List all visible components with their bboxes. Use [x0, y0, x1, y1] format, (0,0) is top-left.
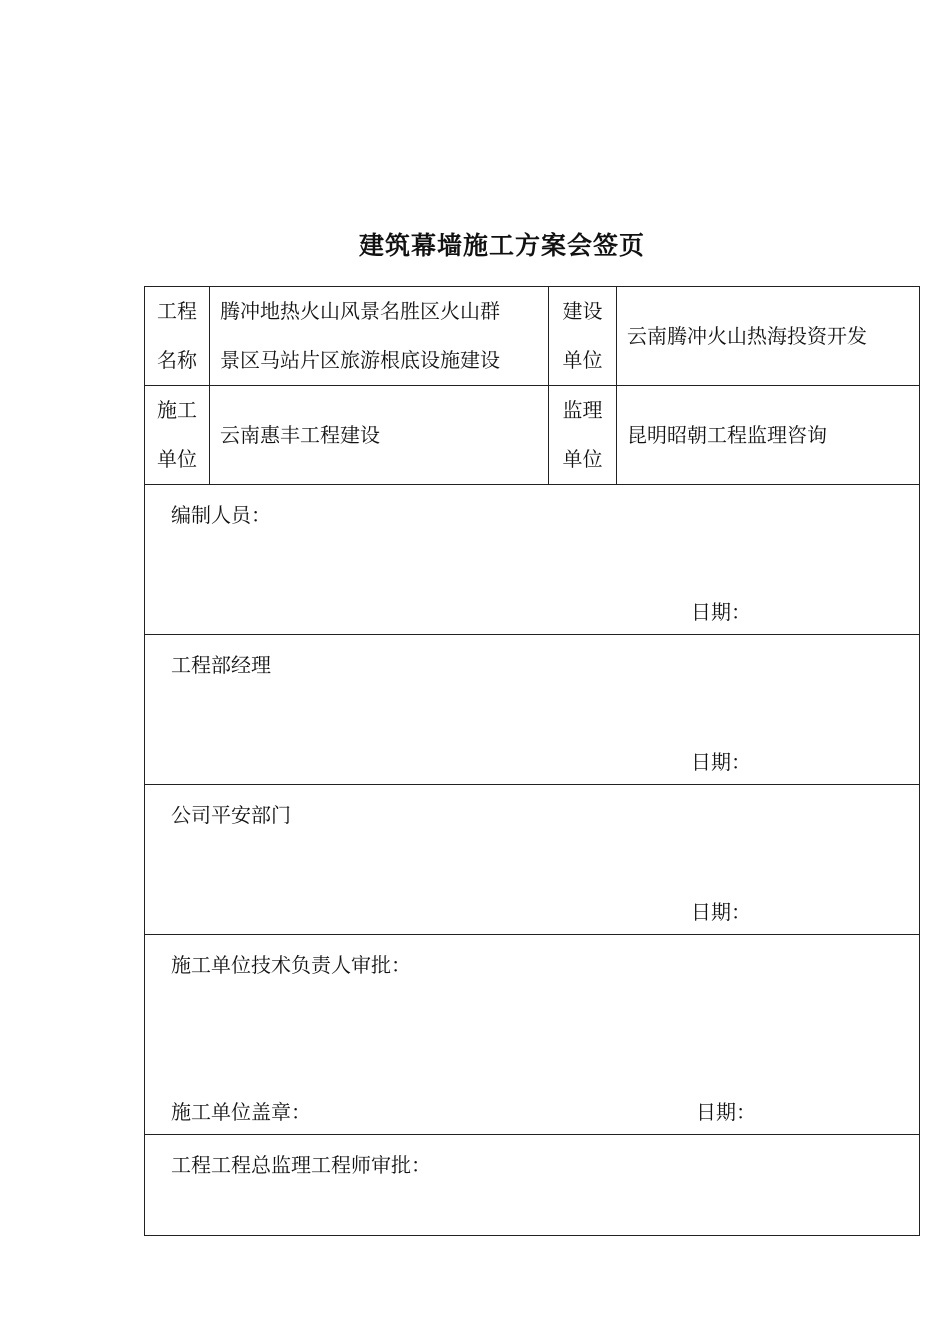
contractor-row: [145, 386, 920, 485]
project-name-value: 腾冲地热火山风景名胜区火山群 景区马站片区旅游根底设施建设: [210, 287, 549, 386]
compiler-date-label: 日期：: [691, 600, 751, 624]
signoff-table: [144, 286, 920, 1236]
tech-lead-section: [145, 935, 920, 1135]
supervisor-label: 监理 单位: [549, 386, 617, 485]
compiler-label: 编制人员：: [171, 503, 271, 527]
page-title: 建筑幕墙施工方案会签页: [358, 231, 645, 260]
safety-dept-date-label: 日期：: [691, 900, 751, 924]
compiler-section: [145, 485, 920, 635]
owner-value: 云南腾冲火山热海投资开发: [617, 287, 920, 386]
owner-label: 建设 单位: [549, 287, 617, 386]
project-manager-date-label: 日期：: [691, 750, 751, 774]
contractor-label: 施工 单位: [145, 386, 210, 485]
project-name-label: 工程 名称: [145, 287, 210, 386]
project-row: [145, 287, 920, 386]
supervisor-value: 昆明昭朝工程监理咨询: [617, 386, 920, 485]
chief-supervisor-label: 工程工程总监理工程师审批：: [171, 1153, 431, 1177]
safety-dept-section: [145, 785, 920, 935]
project-manager-label: 工程部经理: [171, 653, 271, 677]
chief-supervisor-section: [145, 1135, 920, 1236]
tech-lead-date-label: 日期：: [696, 1100, 756, 1124]
project-manager-section: [145, 635, 920, 785]
safety-dept-label: 公司平安部门: [171, 803, 291, 827]
contractor-value: 云南惠丰工程建设: [210, 386, 549, 485]
tech-lead-label: 施工单位技术负责人审批：: [171, 953, 411, 977]
contractor-stamp-label: 施工单位盖章：: [171, 1100, 311, 1124]
